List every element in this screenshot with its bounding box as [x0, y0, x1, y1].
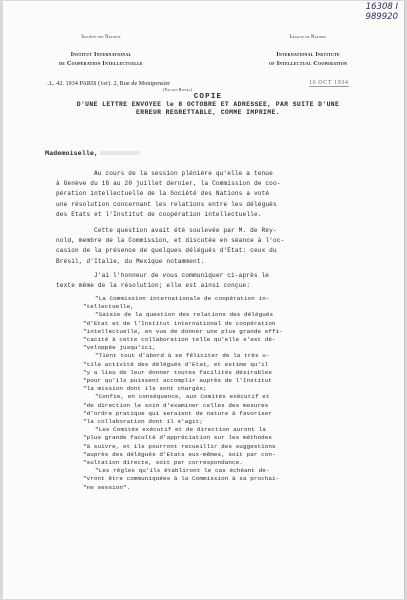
reference-address-line [46, 81, 170, 87]
title-line3: ERREUR REGRETTABLE, COMME IMPRIME. [136, 109, 280, 117]
quote-line: "La Commission internationale de coopération in- [95, 295, 270, 302]
quote-line: "Les Comités exécutif et de direction auront la [95, 426, 266, 434]
received-date-stamp: 16 OCT 1934 [309, 80, 349, 86]
salutation [45, 150, 140, 158]
salutation-text: Mademoiselle, [45, 150, 99, 158]
quote-line: "la mission dont ils sont chargés; [83, 385, 207, 393]
archive-number-line1: 16308 I [365, 2, 398, 12]
quote-line: "veloppée jusqu'ici, [83, 344, 156, 352]
paragraph-2-line: nold, membre de la Commission, et discutée en séance à l'oc- [56, 237, 285, 245]
quote-line: "tile activité des délégués d'Etat, et estime qu'il [83, 360, 269, 368]
letterhead-left-line2: de Coopération Intellectuelle [59, 60, 143, 67]
quote-line: "de direction le soin d'examiner celles des mesures [83, 401, 269, 409]
paragraph-3 [56, 271, 356, 291]
quote-line: "sultation directe, soit par correspondance. [83, 459, 243, 467]
title-line2: D'UNE LETTRE ENVOYEE le 8 OCTOBRE ET ADRESSEE, PAR SUITE D'UNE [76, 101, 340, 109]
reference-text: ..L. 42. 1934 PARIS (1er). 2, Rue de Montpensier [46, 81, 171, 87]
quote-line: "plus grande faculté d'appréciation sur les méthodes [83, 434, 273, 442]
quote-line: "Confie, en conséquence, aux Comités exécutif et [95, 393, 270, 401]
letter-page [3, 1, 405, 599]
letterhead-right-small: League of Nations [289, 35, 327, 40]
paragraph-1-line: des Etats et l'Institut de coopération intellectuelle. [56, 210, 262, 218]
quote-line: "Saisie de la question des relations des délégués [95, 311, 274, 319]
quote-line: "cacité à cette collaboration telle qu'elle s'est dé- [83, 336, 276, 344]
archive-number-line2: 989920 [365, 12, 398, 22]
paragraph-3-line: texte même de la résolution; elle est ainsi conçue: [56, 282, 251, 290]
quote-line: "vront être communiquées à la Commission à sa prochai- [83, 475, 280, 483]
paragraph-2-line: casion de la présence de quelques délégués d'Etat: ceux du [56, 247, 277, 255]
quote-line: "pour qu'ils puissent accomplir auprès de l'Institut [83, 377, 273, 385]
archive-number-stamp [366, 2, 398, 22]
quote-line: "auprès des délégués d'Etats eux-mêmes, soit par con- [83, 450, 276, 458]
quote-line: "d'Etat et de l'Institut international de coopération [83, 319, 276, 327]
paragraph-2-line: Cette question avait été soulevée par M. de Rey- [94, 227, 277, 234]
letterhead-right-line1: International Institute [276, 51, 340, 58]
quote-line: "à suivre, et ils pourront recueillir des suggestions [83, 442, 276, 450]
paragraph-3-line: J'ai l'honneur de vous communiquer ci-après le [94, 272, 270, 279]
letterhead-right-line2: of Intellectual Cooperation [268, 60, 348, 67]
paragraph-1 [56, 169, 356, 220]
paragraph-1-line: une résolution concernant les relations entre les délégués [56, 200, 277, 208]
quote-line: "intellectuelle, en vue de donner une plus grande effi- [83, 327, 283, 335]
letterhead-left-line1: Institut International [70, 51, 132, 58]
resolution-quote [83, 295, 373, 492]
quote-line: "d'ordre pratique qui seraient de nature à favoriser [83, 409, 273, 417]
document-title [43, 93, 373, 118]
quote-line: "ne session". [83, 483, 131, 491]
address-subline: (Palais-Royal) [163, 88, 193, 92]
redacted-name [100, 151, 140, 155]
quote-line: "tellectuelle, [83, 303, 134, 311]
paragraph-1-line: pération intellectuelle de la Société des Nations a voté [56, 190, 270, 198]
paragraph-1-line: Au cours de la session plénière qu'elle a tenue [94, 170, 273, 177]
paragraph-1-line: à Genève du 16 au 20 juillet dernier, la Commission de coo- [56, 180, 281, 188]
quote-line: "y a lieu de leur donner toutes facilités désirables [83, 368, 273, 376]
quote-line: "Les règles qu'ils établiront le cas échéant de- [95, 467, 270, 475]
paragraph-2-line: Brésil, d'Italie, du Mexique notamment. [56, 257, 205, 265]
title-copie: COPIE [193, 93, 223, 101]
quote-line: "Tient tout d'abord à se féliciter de la très u- [95, 352, 270, 360]
paragraph-2 [56, 226, 356, 267]
quote-line: "la collaboration dont il s'agit; [83, 418, 203, 426]
letterhead-left-small: Société des Nations [81, 35, 121, 40]
